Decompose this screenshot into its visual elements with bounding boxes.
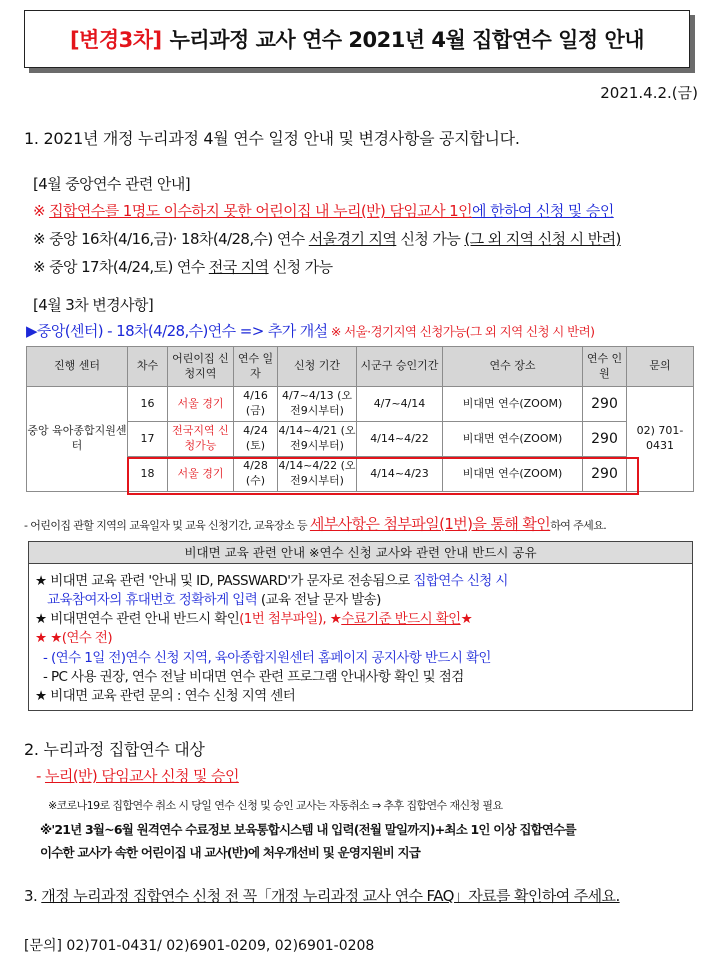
cell-count: 290 xyxy=(583,387,627,422)
corona-note: ※코로나19로 집합연수 취소 시 당일 연수 신청 및 승인 교사는 자동취소 ⇒ 추후 집합연수 재신청 필요 xyxy=(48,799,503,812)
th-approval: 시군구 승인기간 xyxy=(357,347,443,387)
info-line-5: - (연수 1일 전)연수 신청 지역, 육아종합지원센터 홈페이지 공지사항 반드시 확인 xyxy=(43,650,491,666)
online-info-box xyxy=(28,541,693,711)
cell-count: 290 xyxy=(583,422,627,457)
notice-date: 2021.4.2.(금) xyxy=(600,84,698,102)
target-dash: - xyxy=(36,767,45,785)
info-line-2b: (교육 전날 문자 발송) xyxy=(257,592,381,608)
info-line-6: - PC 사용 권장, 연수 전날 비대면 연수 관련 프로그램 안내사항 확인 및 점검 xyxy=(43,669,464,685)
bullet-2-region: 서울경기 지역 xyxy=(308,230,397,248)
bullet-3-region: 전국 지역 xyxy=(208,258,269,276)
th-count: 연수 인원 xyxy=(583,347,627,387)
cell-count: 290 xyxy=(583,457,627,492)
target-line xyxy=(36,765,239,786)
section3-line xyxy=(24,885,620,906)
cell-region: 서울 경기 xyxy=(168,457,234,492)
cell-region: 전국지역 신청가능 xyxy=(168,422,234,457)
page-title: 누리과정 교사 연수 2021년 4월 집합연수 일정 안내 xyxy=(169,28,645,52)
cell-approval: 4/14~4/23 xyxy=(357,457,443,492)
details-note-text: - 어린이집 관할 지역의 교육일자 및 교육 신청기간, 교육장소 등 xyxy=(24,519,310,532)
cell-round: 16 xyxy=(128,387,168,422)
subsidy-note-1: ※'21년 3월~6월 원격연수 수료정보 보육통합시스템 내 입력(전월 말일까지)+최소 1인 이상 집합연수를 xyxy=(40,822,576,837)
cell-round: 17 xyxy=(128,422,168,457)
cell-date: 4/16 (금) xyxy=(234,387,278,422)
change-title: [4월 3차 변경사항] xyxy=(33,296,154,314)
online-info-header: 비대면 교육 관련 안내 ※연수 신청 교사와 관련 안내 반드시 공유 xyxy=(29,542,692,564)
cell-date: 4/28 (수) xyxy=(234,457,278,492)
section1-heading: 1. 2021년 개정 누리과정 4월 연수 일정 안내 및 변경사항을 공지합니다. xyxy=(24,129,520,148)
bullet-1-mark: ※ xyxy=(33,202,45,220)
cell-place: 비대면 연수(ZOOM) xyxy=(443,457,583,492)
cell-period: 4/7~4/13 (오전9시부터) xyxy=(278,387,357,422)
details-note-emphasis: 세부사항은 첨부파일(1번)을 통해 확인 xyxy=(309,515,551,533)
cell-contact: 02) 701-0431 xyxy=(627,387,694,492)
section2-heading: 2. 누리과정 집합연수 대상 xyxy=(24,740,205,759)
bullet-1-target: 집합연수를 1명도 이수하지 못한 어린이집 내 누리(반) 담임교사 1인 xyxy=(49,202,473,220)
central-title: [4월 중앙연수 관련 안내] xyxy=(33,175,190,193)
bullet-2-text2: 신청 가능 xyxy=(396,230,465,248)
highlight-box xyxy=(127,457,639,495)
info-line-3d: 수료기준 반드시 확인 xyxy=(341,611,461,627)
cell-approval: 4/14~4/22 xyxy=(357,422,443,457)
section3-text: 개정 누리과정 집합연수 신청 전 꼭「개정 누리과정 교사 연수 FAQ」자료를 확인하여 주세요. xyxy=(41,887,620,905)
title-box xyxy=(24,10,690,68)
info-line-3b: (1번 첨부파일), xyxy=(239,611,330,627)
change-note: ※ 서울·경기지역 신청가능(그 외 지역 신청 시 반려) xyxy=(327,324,595,339)
bullet-1 xyxy=(33,200,614,221)
subsidy-note-2: 이수한 교사가 속한 어린이집 내 교사(반)에 처우개선비 및 운영지원비 지급 xyxy=(40,845,421,860)
info-line-4: ★ ★(연수 전) xyxy=(35,630,113,646)
th-contact: 문의 xyxy=(627,347,694,387)
info-line-1a: ★ 비대면 교육 관련 '안내 및 ID, PASSWARD'가 문자로 전송됨으로 xyxy=(35,573,414,589)
bullet-2-reject: (그 외 지역 신청 시 반려) xyxy=(464,230,621,248)
table-header-row xyxy=(27,347,694,387)
th-period: 신청 기간 xyxy=(278,347,357,387)
bullet-2-text: ※ 중앙 16차(4/16,금)· 18차(4/28,수) 연수 xyxy=(33,230,309,248)
info-line-1b: 집합연수 신청 시 xyxy=(413,573,508,589)
cell-period: 4/14~4/21 (오전9시부터) xyxy=(278,422,357,457)
section3-num: 3. xyxy=(24,887,42,905)
cell-round: 18 xyxy=(128,457,168,492)
info-line-3c: ★ xyxy=(329,611,342,627)
change-line xyxy=(26,320,594,341)
cell-place: 비대면 연수(ZOOM) xyxy=(443,387,583,422)
info-line-1 xyxy=(35,569,508,589)
info-line-2a: 교육참여자의 휴대번호 정확하게 입력 xyxy=(47,592,258,608)
change-main: ▶중앙(센터) - 18차(4/28,수)연수 => 추가 개설 xyxy=(26,322,328,340)
title-tag: [변경3차] xyxy=(69,28,162,52)
cell-center: 중앙 육아종합지원센터 xyxy=(27,387,128,492)
th-date: 연수 일자 xyxy=(234,347,278,387)
info-line-3 xyxy=(35,607,472,627)
info-line-3a: ★ 비대면연수 관련 안내 반드시 확인 xyxy=(35,611,240,627)
th-region: 어린이집 신청지역 xyxy=(168,347,234,387)
details-note xyxy=(24,513,606,534)
info-line-3e: ★ xyxy=(460,611,473,627)
cell-region: 서울 경기 xyxy=(168,387,234,422)
bullet-3-text: ※ 중앙 17차(4/24,토) 연수 xyxy=(33,258,209,276)
target-text: 누리(반) 담임교사 신청 및 승인 xyxy=(44,767,239,785)
bullet-3 xyxy=(33,256,332,277)
cell-period: 4/14~4/22 (오전9시부터) xyxy=(278,457,357,492)
cell-date: 4/24 (토) xyxy=(234,422,278,457)
details-note-end: 하여 주세요. xyxy=(550,519,607,532)
info-line-7: ★ 비대면 교육 관련 문의 : 연수 신청 지역 센터 xyxy=(35,688,296,704)
th-center: 진행 센터 xyxy=(27,347,128,387)
bullet-1-condition: 에 한하여 신청 및 승인 xyxy=(472,202,614,220)
contact-line: [문의] 02)701-0431/ 02)6901-0209, 02)6901-0208 xyxy=(24,938,375,954)
th-round: 차수 xyxy=(128,347,168,387)
bullet-2 xyxy=(33,228,621,249)
cell-place: 비대면 연수(ZOOM) xyxy=(443,422,583,457)
bullet-3-text2: 신청 가능 xyxy=(268,258,333,276)
cell-approval: 4/7~4/14 xyxy=(357,387,443,422)
info-line-2 xyxy=(47,588,381,608)
table-row xyxy=(27,387,694,422)
th-place: 연수 장소 xyxy=(443,347,583,387)
